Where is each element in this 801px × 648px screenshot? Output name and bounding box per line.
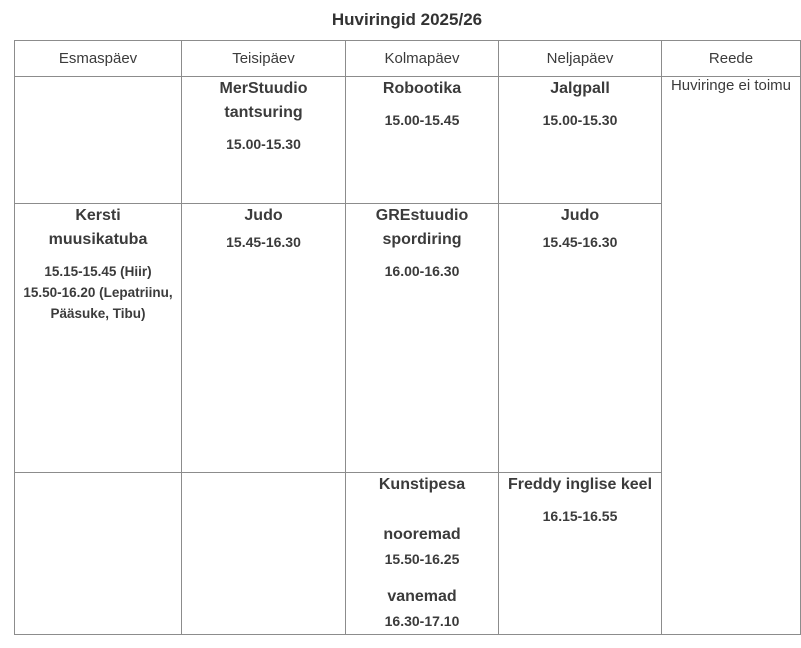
schedule-row-1 [15,77,801,204]
activity-group-nooremad [346,523,498,569]
activity-name-line: MerStuudio [219,80,308,97]
header-tuesday: Teisipäev [182,41,346,77]
group-label: vanemad [387,588,457,605]
activity-name-line: muusikatuba [48,231,148,248]
activity-time: 15.45-16.30 [542,234,618,250]
cell-monday-row1-empty [15,77,182,204]
header-row [15,41,801,77]
activity-name-line: tantsuring [224,104,303,121]
friday-note-text: Huviringe ei toimu [670,77,792,94]
group-time: 15.50-16.25 [384,551,460,567]
activity-name [182,77,345,125]
activity-time: 15.00-15.30 [542,112,618,128]
activity-time-line: Pääsuke, Tibu) [50,306,146,321]
cell-wednesday-kunstipesa [346,473,499,635]
activity-name [346,204,498,252]
activity-time: 15.45-16.30 [226,234,301,250]
activity-times [15,261,181,324]
activity-time-line: 15.15-15.45 (Hiir) [44,264,152,279]
cell-monday-row3-empty [15,473,182,635]
activity-time: 15.00-15.30 [226,136,301,152]
cell-tuesday-judo [182,204,346,473]
activity-time: 15.00-15.45 [384,112,460,128]
activity-name: Freddy inglise keel [507,476,653,493]
cell-thursday-jalgpall [499,77,662,204]
activity-name-line: Kersti [75,207,121,224]
cell-monday-kersti-muusikatuba [15,204,182,473]
cell-thursday-freddy-inglise-keel [499,473,662,635]
header-friday: Reede [662,41,801,77]
activity-time: 16.15-16.55 [542,508,618,524]
cell-tuesday-row3-empty [182,473,346,635]
activity-name [15,204,181,252]
activity-time: 16.00-16.30 [384,263,460,279]
page-title: Huviringid 2025/26 [331,10,483,29]
activity-name: Jalgpall [550,80,610,97]
cell-wednesday-grestuudio [346,204,499,473]
activity-time-line: 15.50-16.20 (Lepatriinu, [23,285,173,300]
cell-tuesday-merstuudio [182,77,346,204]
activity-name: Kunstipesa [378,476,466,493]
activity-name: Judo [244,207,283,224]
activity-name: Judo [560,207,600,224]
activity-name: Robootika [382,80,462,97]
header-wednesday: Kolmapäev [346,41,499,77]
schedule-table [14,40,801,635]
header-monday: Esmaspäev [15,41,182,77]
cell-wednesday-robootika [346,77,499,204]
cell-friday-note [662,77,801,635]
activity-name-line: GREstuudio [375,207,469,224]
activity-name-line: spordiring [382,231,462,248]
header-thursday: Neljapäev [499,41,662,77]
cell-thursday-judo [499,204,662,473]
activity-group-vanemad [346,585,498,631]
group-time: 16.30-17.10 [384,613,460,629]
group-label: nooremad [383,526,461,543]
